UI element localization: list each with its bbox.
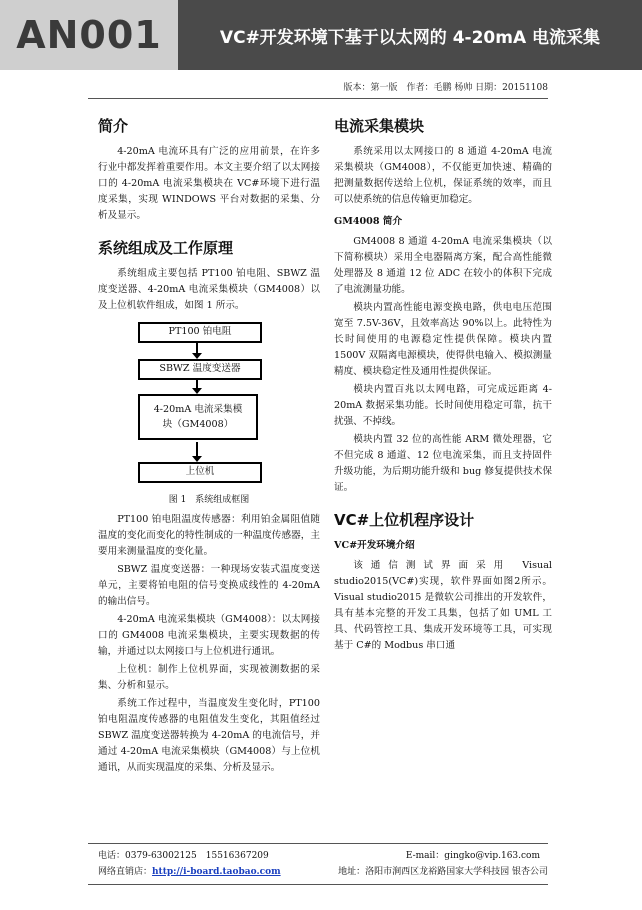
figure-1-caption: 图 1 系统组成框图 [168,495,250,505]
diagram-box-sbwz: SBWZ 温度变送器 [138,359,262,380]
diagram-arrow-2 [196,378,198,388]
right-column [334,106,552,656]
module-paragraph-1: 系统采用以太网接口的 8 通道 4-20mA 电流采集模块（GM4008），不仅能更加快速、精确的把测量数据传送给上位机，保证系统的效率，而且可以使系统的信息传输更加稳定。 [334,146,552,205]
doc-title: VC#开发环境下基于以太网的 4-20mA 电流采集 [219,27,601,48]
vc-heading: VC#上位机程序设计 [334,511,475,529]
module-heading: 电流采集模块 [334,117,425,135]
title-banner [178,0,642,70]
meta-divider [88,98,548,99]
module-paragraph-4: 模块内置百兆以太网电路，可完成远距离 4-20mA 数据采集功能。长时间使用稳定可靠，抗干扰强、不掉线。 [334,384,552,427]
footer-store-link[interactable]: http://i-board.taobao.com [152,867,281,877]
vc-subheading: VC#开发环境介绍 [334,540,415,551]
footer-email: E-mail：gingko@vip.163.com [405,851,540,861]
intro-heading: 简介 [98,117,129,135]
intro-paragraph: 4-20mA 电流环具有广泛的应用前景，在许多行业中都发挥着重要作用。本文主要介绍了以太网接口的 4-20mA 电流采集模块在 VC#环境下进行温度采集，实现 WINDOWS 平台对数据的采集、分析及显示。 [98,146,320,221]
vc-paragraph-1: 该通信测试界面采用 Visual studio2015(VC#)实现，软件界面如图2所示。Visual studio2015 是微软公司推出的开发软件，具有基本完整的开发工具集，包括了如 UML 工具、代码管控工具、集成开发环境等工具，可实现基于 C#的 Modbus 串口通 [334,560,552,651]
module-paragraph-5: 模块内置 32 位的高性能 ARM 微处理器，它不但完成 8 通道、12 位电流采集，而且支持固件升级功能，为后期功能升级和 bug 修复提供技术保证。 [334,434,552,493]
doc-meta: 版本：第一版 作者：毛鹏 杨帅 日期：20151108 [343,83,548,93]
gm4008-subheading: GM4008 简介 [334,216,403,227]
system-heading: 系统组成及工作原理 [98,239,234,257]
diagram-box-gm4008 [138,394,258,440]
diagram-box-gm4008-line2: 块（GM4008） [162,419,234,430]
module-paragraph-3: 模块内置高性能电源变换电路，供电电压范围宽至 7.5V-36V，且效率高达 90%以上。此特性为长时间使用的电源稳定性提供保障。模块内置 1500V 双隔离电源模块，使得供电输入、模拟测量精度、模块稳定性及通用性提供保证。 [334,302,552,377]
system-paragraph-3: SBWZ 温度变送器：一种现场安装式温度变送单元，主要将铂电阻的信号变换成线性的 4-20mA 的输出信号。 [98,564,320,607]
footer-phone: 电话：0379-63002125 15516367209 [98,851,269,861]
footer-store-label: 网络直销店： [98,867,153,877]
doc-id: AN001 [16,13,162,57]
footer-divider-bottom [88,884,548,885]
diagram-box-pt100: PT100 铂电阻 [138,322,262,343]
doc-id-banner [0,0,178,70]
diagram-box-gm4008-line1: 4-20mA 电流采集模 [153,404,243,415]
module-paragraph-2: GM4008 8 通道 4-20mA 电流采集模块（以下简称模块）采用全电器隔离方案，配合高性能微处理器及 8 通道 12 位 ADC 在较小的体积下完成了电流测量功能。 [334,236,552,295]
diagram-arrow-1 [196,341,198,353]
diagram-box-pc: 上位机 [138,462,262,483]
footer-divider-top [88,843,548,844]
system-paragraph-5: 上位机：制作上位机界面，实现被测数据的采集、分析和显示。 [98,664,320,691]
system-paragraph-6: 系统工作过程中，当温度发生变化时，PT100 铂电阻温度传感器的电阻值发生变化，其阻值经过 SBWZ 温度变送器转换为 4-20mA 的电流信号，并通过 4-20mA 电流采集模块（GM4008）与上位机通讯，从而实现温度的采集、分析及显示。 [98,698,320,773]
system-block-diagram [98,318,320,490]
diagram-arrow-3 [196,442,198,456]
system-paragraph-4: 4-20mA 电流采集模块（GM4008）：以太网接口的 GM4008 电流采集模块，主要实现数据的传输，并通过以太网接口与上位机进行通讯。 [98,614,320,657]
system-paragraph-1: 系统组成主要包括 PT100 铂电阻、SBWZ 温度变送器、4-20mA 电流采集模块（GM4008）以及上位机软件组成，如图 1 所示。 [98,268,320,311]
footer-address: 地址：洛阳市涧西区龙裕路国家大学科技园 银杏公司 [338,867,548,877]
left-column [98,106,320,778]
footer [98,848,548,880]
system-paragraph-2: PT100 铂电阻温度传感器：利用铂金属阻值随温度的变化而变化的特性制成的一种温度传感器，主要用来测量温度的变化量。 [98,514,320,557]
